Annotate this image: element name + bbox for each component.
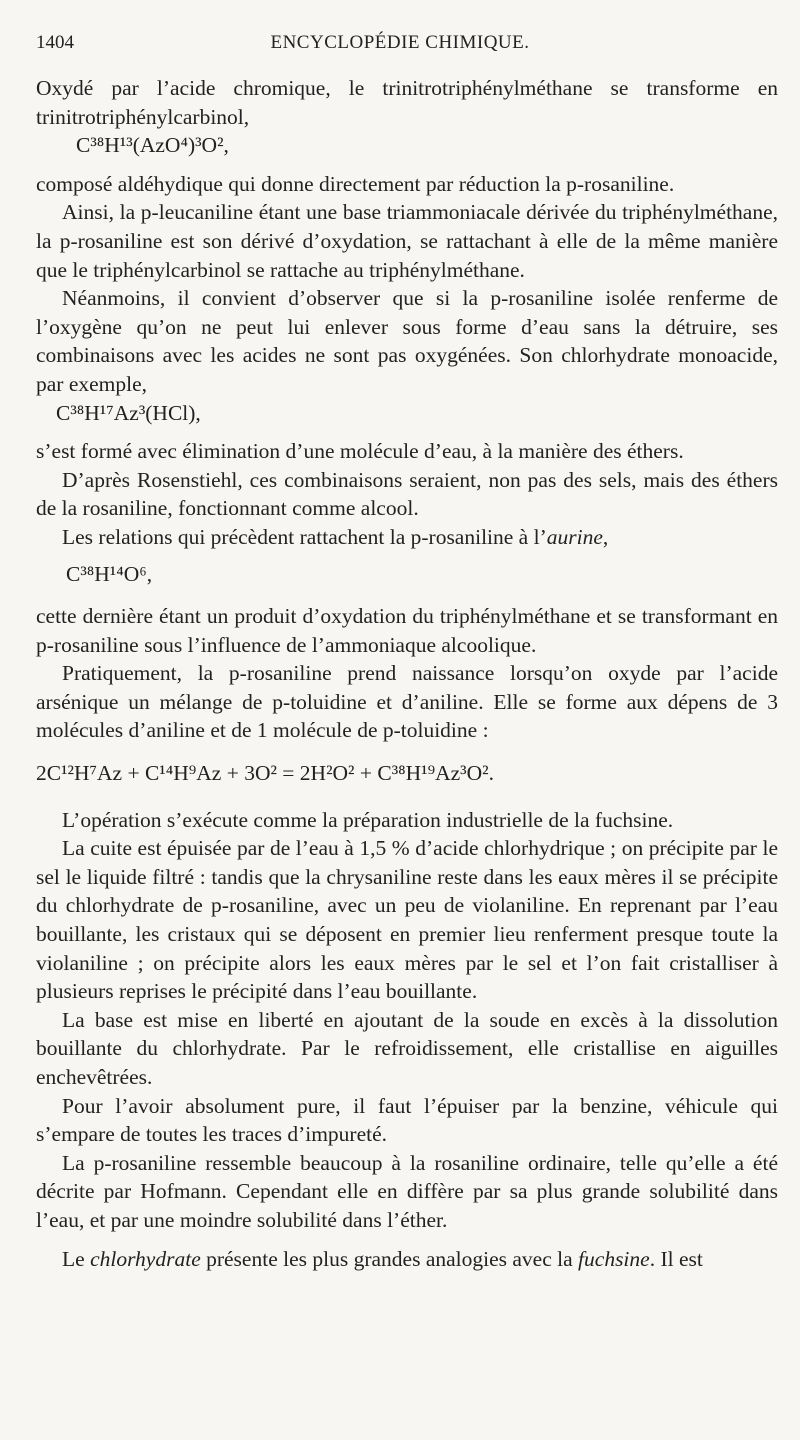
body-text — [36, 74, 778, 1273]
formula: C³⁸H¹³(AzO⁴)³O², — [76, 133, 229, 158]
paragraph: Pratiquement, la p-rosaniline prend naissance lorsqu’on oxyde par l’acide arsénique un mélange de p-toluidine et d’aniline. Elle se forme aux dépens de 3 molécules d’aniline et de 1 molécule de p-toluidine : — [36, 661, 778, 743]
emphasis: fuchsine — [578, 1246, 650, 1271]
paragraph: Ainsi, la p-leucaniline étant une base triammoniacale dérivée du triphénylméthane, la p-rosaniline est son dérivé d’oxydation, se rattachant à elle de la même manière que le triphénylcarbinol se rattache au triphénylméthane. — [36, 200, 778, 282]
paragraph: L’opération s’exécute comme la préparation industrielle de la fuchsine. — [62, 807, 674, 832]
text-run: Les relations qui précèdent rattachent la p-rosaniline à l’ — [62, 524, 547, 549]
paragraph: Néanmoins, il convient d’observer que si la p-rosaniline isolée renferme de l’oxygène qu’on ne peut lui enlever sous forme d’eau sans la détruire, ses combinaisons avec les acides ne sont pas oxygénées. Son chlorhydrate monoacide, par exemple, — [36, 286, 778, 396]
paragraph — [36, 1245, 778, 1274]
paragraph: composé aldéhydique qui donne directement par réduction la p-rosaniline. — [36, 171, 675, 196]
formula: 2C¹²H⁷Az + C¹⁴H⁹Az + 3O² = 2H²O² + C³⁸H¹⁹Az³O². — [36, 761, 494, 786]
formula: C³⁸H¹⁷Az³(HCl), — [56, 400, 201, 425]
paragraph: cette dernière étant un produit d’oxydation du triphénylméthane et se transformant en p-rosaniline sous l’influence de l’ammoniaque alcoolique. — [36, 604, 778, 657]
formula: C³⁸H¹⁴O⁶, — [66, 561, 153, 586]
text-run: , — [602, 524, 609, 549]
running-title: ENCYCLOPÉDIE CHIMIQUE. — [270, 32, 530, 53]
emphasis: chlorhydrate — [90, 1246, 201, 1271]
paragraph: La p-rosaniline ressemble beaucoup à la rosaniline ordinaire, telle qu’elle a été décrite par Hofmann. Cependant elle en diffère par sa plus grande solubilité dans l’eau, et par une moindre solubilité dans l’éther. — [36, 1150, 778, 1232]
page-number: 1404 — [36, 32, 74, 53]
emphasis: aurine — [546, 524, 603, 549]
paragraph: La base est mise en liberté en ajoutant de la soude en excès à la dissolution bouillante du chlorhydrate. Par le refroidissement, elle cristallise en aiguilles enchevêtrées. — [36, 1007, 778, 1089]
paragraph: Oxydé par l’acide chromique, le trinitrotriphénylméthane se transforme en trinitrotriphénylcarbinol, — [36, 76, 778, 129]
paragraph: La cuite est épuisée par de l’eau à 1,5 % d’acide chlorhydrique ; on précipite par le sel le liquide filtré : tandis que la chrysaniline reste dans les eaux mères il se précipite du chlorhydrate de p-rosaniline, avec un peu de violaniline. En reprenant par l’eau bouillante, les cristaux qui se déposent en premier lieu renferment presque toute la violaniline ; on précipite alors les eaux mères par le sel et l’on fait cristalliser à plusieurs reprises le précipité dans l’eau bouillante. — [36, 836, 778, 1004]
running-header — [36, 32, 764, 62]
paragraph: D’après Rosenstiehl, ces combinaisons seraient, non pas des sels, mais des éthers de la rosaniline, fonctionnant comme alcool. — [36, 467, 778, 521]
text-run: Le — [62, 1246, 91, 1271]
text-run: présente les plus grandes analogies avec la — [200, 1246, 579, 1271]
paragraph: s’est formé avec élimination d’une molécule d’eau, à la manière des éthers. — [36, 439, 684, 464]
paragraph — [36, 523, 778, 552]
text-run: . Il est — [649, 1246, 703, 1271]
paragraph: Pour l’avoir absolument pure, il faut l’épuiser par la benzine, véhicule qui s’empare de toutes les traces d’impureté. — [36, 1093, 778, 1147]
